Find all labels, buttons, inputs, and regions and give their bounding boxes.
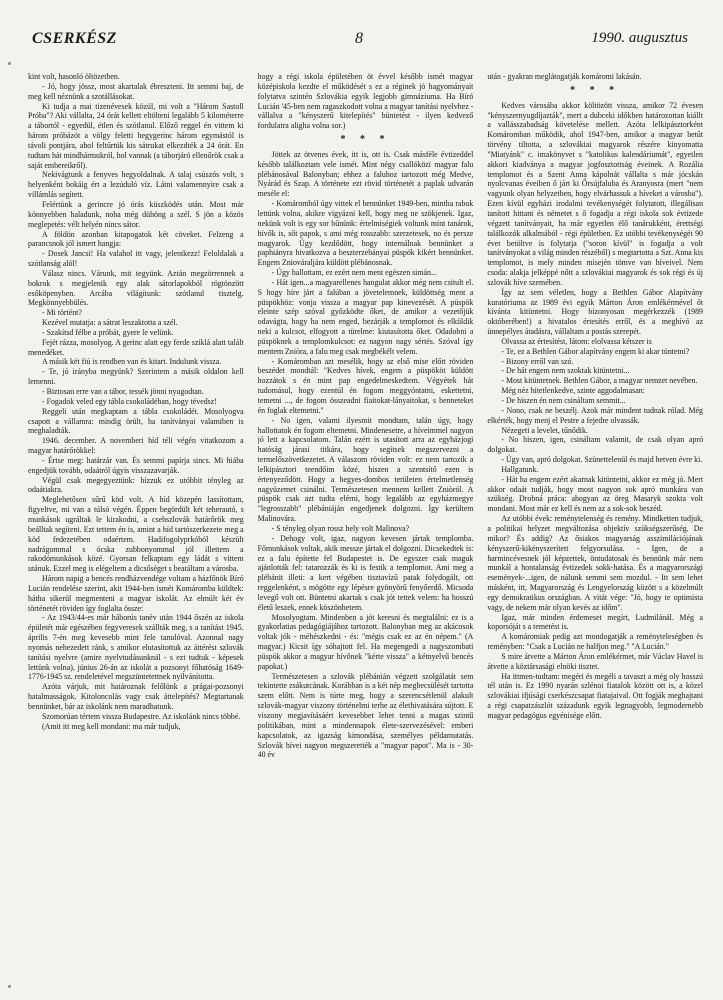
paragraph: - Komáromból úgy vittek el bennünket 1949-ben, mintha rabok lettünk volna, akikre vigyázni kell, hogy meg ne szökjenek. Igaz, nekünk volt is egy sor bűnünk: értelmiségiek voltunk mint tanárok, hívők is, sőt papok, s ami még rosszabb: szerzetesek, no és persze magyarok. Úgy kezdődött, hogy internálnak bennünket a paphiányra hivatkozva a beszterzebányai püspök kikért bennünket. Engem Zniováraljára küldött plébánosnak. — [257, 199, 474, 268]
section-separator: * * * — [570, 84, 621, 96]
scan-mark — [8, 985, 11, 988]
paragraph: - Most kitüntetnek. Bethlen Gábor, a magyar nemzet nevében. — [501, 376, 698, 386]
page-number: 8 — [355, 30, 363, 47]
paragraph: - Hát igen...a magyarellenes hangulat akkor még nem csitult el. S hogy híre járt a falúban a jövetelemnek, küldöttség ment a püspökhöz: vonja vissza a magyar pap kinevezését. A püspök eleinte szép szóval győzködte őket, de amikor a vezetőjük odavágta, hogy ha nem enged, bezárják a templomot és elküldik neki a kulcsot, elfogyott a türelme: kiutasította őket. Odadobni a püspöknek a templomkulcsot: ez nagyon nagy sértés. Szóval így mentem Zniòra, a falu meg csak megbékélt velem. — [257, 277, 474, 356]
paragraph: - Te, ez a Bethlen Gábor alapítvány engem ki akar tüntetni? — [501, 346, 690, 356]
paragraph: - Fogadok veled egy tábla csokoládéban, hogy tévedsz! — [42, 396, 217, 406]
paragraph: Azóta várjuk, mit határoznak felőlünk a prágai-pozsonyi hatalmasságok. Kitoloncolás vagy csak áttelepítés? Megtartanak bennünket, bár az iskolánk nem maradhatunk. — [28, 682, 244, 711]
paragraph: Még néz hitetlenkedve, szinte aggodalmasan: — [501, 386, 645, 396]
paragraph: (Amit itt meg kell mondani: ma már tudjuk, — [42, 721, 181, 731]
column-3 — [487, 72, 703, 992]
paragraph: - Biztosan erre van a tábor, tessék jönni nyugodtan. — [42, 387, 204, 396]
section-separator: * * * — [340, 134, 391, 146]
paragraph: Mosolyogtam. Mindenben a jót keresni és megtalálni: ez is a gyakorlatias pedagógiájához tartozott. Balonyban meg az akácosok voltak jók - méhészkedni - és: "mégis csak ez az én népem." (A magyar.) Kicsit így sóhajtott fel. Ha megengedi a nagyszombati püspök akkor a magyar hívőnek "kérte vissza" a kétnyelvű bencés papokat.) — [257, 612, 474, 671]
paragraph: Természetesen a szlovák plébánián végzett szolgálatát sem tekintette zsákutcának. Korábban is a két nép megbecsülését tartotta szem előtt. Nem is túrte meg, hogy a szerencsétlenül alakult szlovák-magyar viszony történelmi terhe az élethivatására sújtott. E viszony megjavításáért kevesebbet lehet tenni a magas szintű politikában, mint a mindennapok élete-szervezésével: emberi kapcsolatok, az igazság kimondása, személyes példamutatás. Szlovák hívei nagyon megszerették a "magyar papot". Ma is - 30-40 év — [257, 671, 474, 760]
paragraph: A komáromiak pedig azt mondogatják a reményteleségben és reményben: "Csak a Lucián ne halfjon meg." "A Lucián." — [487, 632, 704, 652]
issue-date: 1990. augusztus — [591, 30, 688, 46]
paragraph: - Komáromban azt mesélik, hogy az első mise előtt röviden beszédet mondtál: "Kedves hívek, engem a püspököt küldött hozzátok s én mint pap engedelmeskedtem. Végyétek hát tudomásul, hogy ezentúl én fogom meggyóntatni, eskettetni, temetni ..., de fogom összeadni fiaitokat-lányaitokat, s benneteket én foglak eltemetni." — [257, 356, 474, 415]
paragraph: Olvassa az értesítést, látom: elolvassa kétszer is — [501, 336, 652, 346]
paragraph: - No igen, valami ilyesmit mondtam, talán úgy, hogy hallottatok én fogom eltemetni. Mindenesetre, a híveimmel nagyon jó lett a kapcsolatom. Talán ezért is utasított arra az egyházjogi hatóság járasi titkára, hogy segítsek megszervezni a termelőszövetkezetet. A válaszom röviden volt: ez nem tartozik a lelkipásztori teendőim közé, hiszen a szentsítő ezen is értenyeződött. Hogy a hegyes-dombos területen értelmetlenség nagyüzemet csinálni. Természetesen mennem kellett Zniòról. A püspök csak azt tudta elérni, hogy legalább az egyházmegye "legrosszabb" plébániáján engedjenek dolgozni. Így kerültem Malinovára. — [257, 415, 474, 524]
paragraph: Igaz, már minden érdemeset megírt, Ludmilánál. Még a koporsóját s a temetést is. — [487, 612, 704, 632]
paragraph: Ki tudja a mai tizenévesek közül, mi volt a "Három Sastoll Próba"? Aki vállalta, 24 órát kellett eltölteni legalább 5 kilométerre a tábortól - egyedül, étlen és szótlanul. Előző reggel én vittem ki három próbázót a völgy feletti hegygerinc három egymástól is távoli pontjára, ahol feltűrtük kis sátrukat elkezdték a 24 órát. En tudtam hát mindhármukról, hol vannak (a táborjáró ellenőrök csak a saját embereikről). — [28, 101, 244, 170]
paragraph: - Dosek Jancsi! Ha valahol itt vagy, jelentkezz! Feloldalak a szótlanság alól! — [28, 249, 244, 269]
paragraph: Ha ittmen-tudtam: megéri és megéli a tavaszt a még oly hosszú tél után is. Ez 1990 nyarán szlénoi fiatalok között ott is, a közel szlovákiai ifjúsági cserkészcsapat fiatajaival. Ott fogják meghajtani a régi csapatzászlót századunk egyik legnagyobb, legmodernebb magyar pedagógus egyénisége előtt. — [487, 671, 704, 720]
paragraph: - S tényleg olyan rossz hely volt Malinova? — [271, 523, 410, 533]
paragraph: Szomorúan tértem vissza Budapestre. Az iskolánk nincs többé. — [42, 711, 241, 721]
paragraph: - Értse meg: határzár van. És semmi papírja sincs. Mi hiába engedjük tovább, odaátról úgyis visszazavarják. — [28, 455, 244, 475]
paragraph: - De hát engem nem szoktak kitüntetni... — [501, 366, 630, 376]
column-2 — [258, 72, 474, 992]
paragraph: 1946. december. A novemberi híd téli végén vitatkozom a magyar határőrökkel: — [28, 436, 244, 456]
paragraph: - Hát ha engem ezért akarnak kitüntetni, akkor ez még jó. Mert akkor odaát tudják, hogy most nagyon sok apró munkára van szükség. Drobná práca: ahogyan az öreg Masaryk szokta volt mondani. Most már ez kell és nem az a sok-sok beszéd. — [487, 474, 704, 514]
paragraph: Felértünk a gerincre jó órás küszködés után. Most már könnyebben haladunk, noha még dühöng a szél. S jön a közös meglepetés: vélt helyén nincs sátor. — [28, 199, 244, 229]
paragraph: - Szakítsd félbe a próbát, gyere le velünk. — [42, 327, 174, 337]
paragraph: Válasz nincs. Várunk, mit tegyünk. Aztán megzörrennek a bokrok s megjelenik egy alak sátorlapokból rögtönzött esőköpenyben. Arcába világítunk: szótlanul tisztelg. Megkönnyebbülés. — [28, 268, 244, 308]
paragraph: - Dehogy volt, igaz, nagyon kevesen jártak templomba. Főmunkások voltak, akik messze jártak el dolgozni. Dicsekedtek is: ez a falu építette fel Budapestet is. De egyszer csak maguk ajánlották fel: tatarozzák és ki is festik a templomot. Ami meg a plébánit illeti: a kert végében tisztavízű patak folydogált, ott reggelenként, s mögötte egy lépésre gyönyörű fenyőerdő. Micsoda levegő volt ott. Büntetni akartak s csak jót tettek velem: ha hosszú életű leszek, ennek köszönhetem. — [257, 533, 474, 612]
paragraph: A földön azonban kitapogatok két cöveket. Felzeng a parancsnok jól ismert hangja: — [28, 229, 244, 249]
paragraph: Jöttek az ötvenes évek, itt is, ott is. Csak másféle évtizeddel később találkoztam vele ismét. Mint négy csallóközi magyar falu plébánosával Balonyban; ehhez a faluhoz tartozott még Medve, Nyárád és Szap. A története ezt rövid történetét a paplak udvarán meséle el: — [257, 149, 474, 199]
paragraph: Reggeli után megkaptam a tábla csokoládét. Mosolyogva csapott a vállamra: mindig örült, ha tanítványai valamiben is meghaladták. — [28, 406, 244, 436]
paragraph: Három napig a bencés rendházvendége voltam a házfőnök Bíró Lucián rendelése szerint, akit 1944-ben ismét Komáromba küldtek: hátha sikerül megmenteni a magyar iskolát. Az elmúlt két év történetét röviden így foglalta össze: — [28, 574, 244, 613]
paragraph: Végül csak megegyeztünk: bízzuk ez utóbbit tényleg az odaátiakra. — [28, 475, 244, 495]
paragraph: hogy a régi iskola épületében öt évvel később ismét magyar középiskola kezdte el működését s ez a réginek jó hagyományait folytatva szintén Szlovákia egyik legjobb gimnáziuma. Ha Bíró Lucián '45-ben nem ragaszkodott volna a magyar tanítási nyelvhez - vállalva a "kényszerű kitelepítés" büntetést - ilyen kedvező fordulatra aligha volna sor.) — [257, 72, 474, 131]
paragraph: Meglehetősen sűrű köd volt. A híd közepén lassítottam, figyeltve, mi van a túlsó végén. Éppen begördült két teherautó, s munkások ugráltak le kirakodni, a csehszlovák határőrök meg beálltak segíteni. Ezt tettem én is, amint a híd tartószerkezete meg a köd fedezetében odaértem. Hadifogolyprkóból készült nadrágommal s ócska zubbonyommal jól illettem a rakodómunkások közé. Gyorsan felkaptam egy ládát s vittem utánuk. Ezzel meg is elégeltem a dicsőséget s beatáltam a városba. — [28, 495, 244, 574]
paragraph: - No hiszen, igen, csináltam valamit, de csak olyan apró dolgokat. — [487, 435, 704, 455]
paragraph: - Te, jó irányba megyünk? Szerintem a másik oldalon kell lemenni. — [28, 367, 244, 387]
paragraph: S mire átvette a Márton Áron emlékérmet, már Václav Havel is átvette a köztársasági elnöki tisztet. — [487, 651, 704, 671]
paragraph: Így az sem véletlen, hogy a Bethlen Gábor Alapítvány kuratóriuma az 1989 évi egyik Márton Áron emlékérmével őt kívánta kitüntetni. Hogy bizonyosan megérkezzék (1989 októberében!) a hivatalos értesítés erről, és a meghívó az ünnepélyes átadásra, vállaltam a postás szerepét. — [487, 287, 704, 337]
paragraph: - Úgy hallottam, ez ezért nem ment egészen simán... — [271, 268, 437, 278]
paragraph: - Nono, csak ne beszélj. Azok már mindent tudnak rólad. Még elkérték, hogy menj el Pestre a fejedre olvassák. — [487, 405, 704, 425]
paragraph: Az utóbbi évek: reménytelenség és remény. Mindketten tudjuk, a politikai helyzet megváltozása objektív szükségszerűség. De mikor? És addig? Az ősiakos magyarság asszimilációjának kényszerű-kikényszerített felgyorsulása. - Igen, de a harmincévesnek jól képzettek, öntudatosak és bennünk már nem munkál a hontalanság évtizedek sokk-hatása. És a magyarországi események-...igen, de nálunk semmi sem mozdul. - Itt sem lehet másként, itt, Magyarország és Lengyelország között s a közelmúlt egy demokratikus országban. A vitát vége: "Jó, hogy te optimista vagy, de nekem már olyan kevés az időm". — [487, 514, 704, 612]
paragraph: - Mi történt? — [42, 308, 82, 318]
page-header — [0, 0, 723, 60]
paragraph: Kedves városába akkor költözött vissza, amikor 72 évesen "kényszernyugdíjazták", mert a dubceki időkben határozottan kiállt a vallásszabadság követelése mellett. Azóta lelkipásztorként Komáromban működik, ahol 1947-ben, amikor a magyar betűt törvény tiltotta, a szlovákiai magyarok részére kinyomatta "Miatyánk" c. imakönyvet s "katolikus kalendáriumát", egyetlen akkori kiadványa a magyar jogfosztottság éveinek. A Rozália templomot és a Szent Anna kápolnát vállalta s már jócskán nyolcvanas éveiben ő járt ki Őrsújfaluba és Aranyosra (mert "nem vagyunk olyan helyzetben, hogy elvárhassuk a híveket a városba"). Ezen kívül egyházi irodalmi tevékenységét folytatott, illegálisan tanított hittant és németet s ő fogadja a régi iskola sok évtizede végzett tanítványait, ha már egyetlen élő tanárukként, érettségi találkozók alkalmából - régi épületben. Ez utóbbi tevékenységét 90 évet betöltve is folytatja ("soron kívül" is fogadja a volt tanítványokat a világ minden részéből) s megtartotta a Szt. Anna kis templomot, is mely minden misején tömve van híveivel. Nem csoda: alakja jelképpé nőtt a szlovákiai magyarok és sok régi és új szlovák híve szemében. — [487, 100, 704, 287]
paragraph: Kezével mutatja: a sátrat leszaktotta a szél. — [42, 318, 178, 328]
paragraph: Fejét rázza, mosolyog. A gerinc alatt egy ferde sziklá alatt talált menedéket. — [28, 337, 244, 357]
paragraph: után - gyakran meglátogatják komáromi lakásán. — [487, 72, 642, 81]
scan-mark — [8, 62, 11, 65]
paragraph: - Úgy van, apró dolgokat. Szünettelenül és majd hetven évre ki. — [501, 455, 703, 465]
column-1 — [28, 72, 244, 992]
article-body — [28, 72, 703, 992]
paragraph: Nekivágtunk a fenyves hegyoldalnak. A talaj csúszós volt, s helyenként bokáig ért a lezúduló víz. Látni valamennyire csak a villámlás segített. — [28, 170, 244, 200]
paragraph: - Bizony erről van szó. — [501, 356, 574, 366]
magazine-title: CSERKÉSZ — [32, 30, 117, 47]
paragraph: A másik két fiú is rendben van és kitart. Indulunk vissza. — [42, 357, 222, 367]
paragraph: Nézegeti a levelet, tűnődik. — [501, 425, 588, 435]
paragraph: - De hiszen én nem csináltam semmit... — [501, 396, 626, 405]
paragraph: - Jó, hogy jössz, most akartalak ébreszteni. Itt semmi baj, de meg kell néznünk a szotállásokat. — [28, 81, 244, 101]
paragraph: - Az 1943/44-es már háborús tanév után 1944 őszén az iskola épületét már egészében fegyveresek szállták meg, s a tanítást 1945. április 7-én meg kevesebb mint fele tanulóval. Azonnal nagy nyomás nehezedett ránk, s amikor elutasítottuk az áttérést szlovák tanítási nyelvre (amire nyelvtudásunknál - s ezt tudtuk - képesek lettünk volna), június 26-án az iskolát a pozsonyi főhatóság 1649-1776-1945 sz. rendeletével megszüntetettnek nyilvánította. — [28, 613, 244, 682]
paragraph: kint volt, hasonló öltözetben. — [28, 72, 120, 81]
paragraph: Hallgatunk. — [501, 464, 539, 474]
